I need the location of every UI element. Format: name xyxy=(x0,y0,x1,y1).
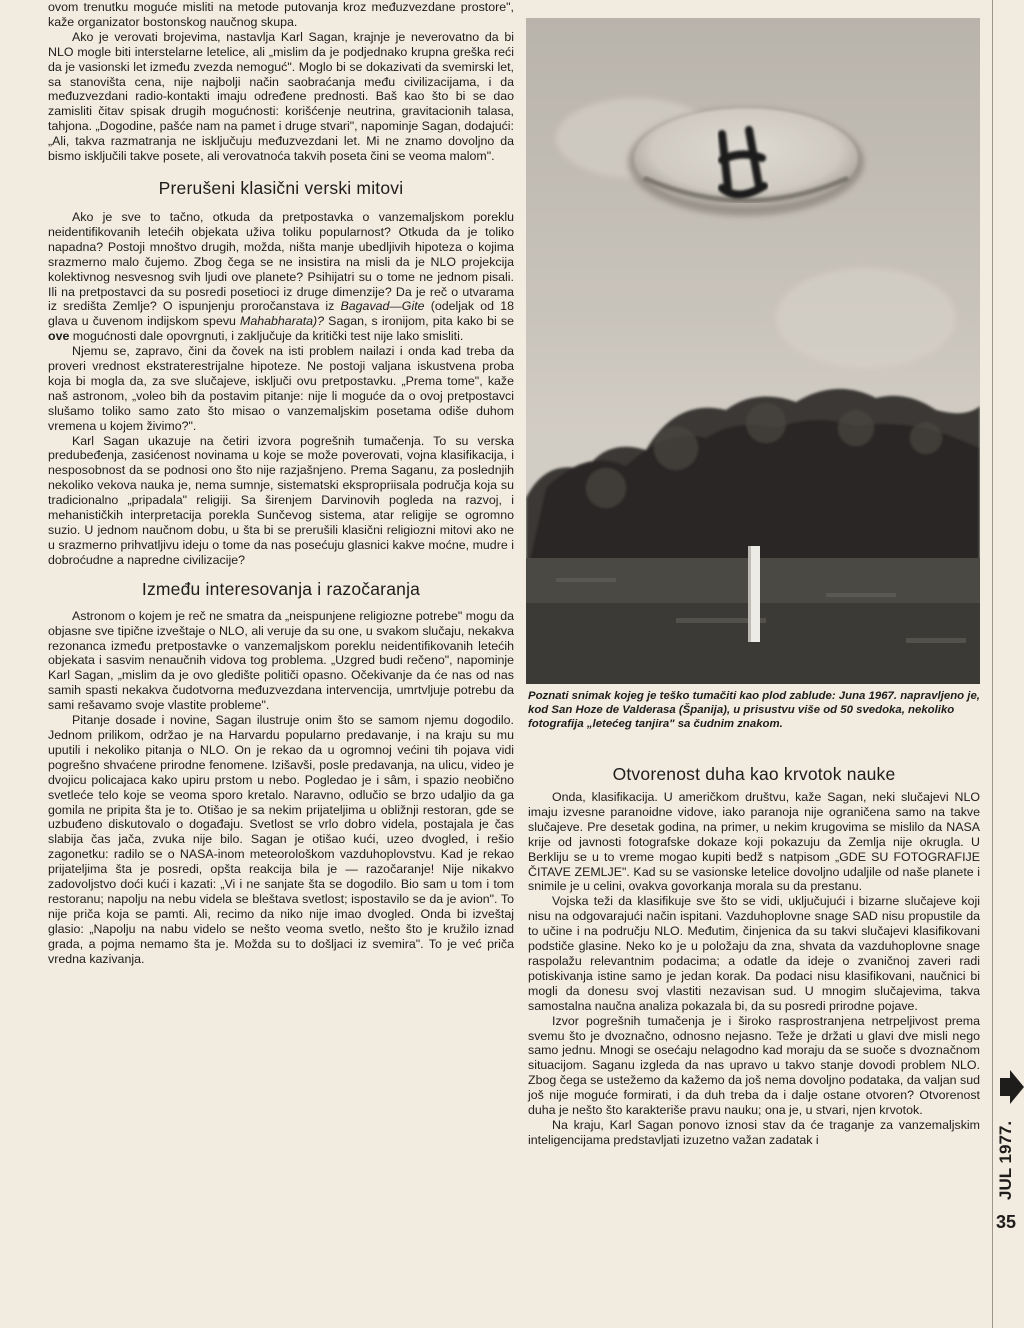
paragraph: Vojska teži da klasifikuje sve što se vidi, uključujući i bizarne slučajeve koji nisu na odgovarajući način ispitani. Vazduhoplovne snage SAD nisu propustile da to učine i na području NLO. Međutim, činjenica da su takvi slučajevi klasifikovani podstiče glasine. Neko ko je u položaju da zna, shvata da vazduhoplovne snage raspolažu relevantnim podacima; a odatle da ideje o zvaničnoj zaveri radi potiskivanja istine samo je jedan korak. Da podaci nisu klasifikovani, naučnici bi mogli da donesu svoj vlastiti nezavisan sud. U mnogim slučajevima, takva samostalna naučna analiza pokazala bi, da su posredi prirodne pojave. xyxy=(528,894,980,1013)
section-heading: Prerušeni klasični verski mitovi xyxy=(158,177,404,198)
paragraph: Ako je sve to tačno, otkuda da pretpostavka o vanzemaljskom poreklu neidentifikovanih letećih objekata uživa toliku popularnost? Otkuda da je toliko napadna? Postoji mnoštvo drugih, možda, ništa manje ubedljivih hipoteza o kojima srazmerno malo čujemo. Zbog čega se ne insistira na misli da je NLO projekcija kolektivnog nesvesnog svih ljudi ove planete? Psihijatri su o tome ne jednom pisali. Ili na pretpostavci da su posredi posetioci iz druge dimenzije? Da je reč o utvarama iz središta Zemlje? O ispunjenju proročanstava iz Bagavad—Gite (odeljak od 18 glava u čuvenom indijskom spevu Mahabharata)? Sagan, s ironijom, pita kako bi se ove mogućnosti dale opovrgnuti, i zaključuje da kritički test nije lako smisliti. xyxy=(48,209,514,344)
page-number: 35 xyxy=(996,1212,1017,1232)
paragraph: Astronom o kojem je reč ne smatra da „neispunjene religiozne potrebe" mogu da objasne sve tipične izveštaje o NLO, ali veruje da su one, u svakom slučaju, nekakva rezonanca između pretpostavke o vanzemaljskom poreklu neidentifikovanih letećih objekata i sasvim nenaučnih vidova tog problema. „Uzgred budi rečeno", napominje Karl Sagan, „mislim da je ovo gledište političi opasno. Očekivanje da će nas od nas samih spasti nekakva čudotvorna međuzvezdana intervencija, umrtvljuje potrebu da sami rešavamo svoje vlastite probleme". xyxy=(48,608,514,713)
paragraph: Onda, klasifikacija. U američkom društvu, kaže Sagan, neki slučajevi NLO imaju izvesne paranoidne vidove, iako paranoja nije ograničena samo na takve slučajeve. Pre desetak godina, na primer, u nekim krugovima se mislilo da NASA krije od javnosti fotografske dokaze koji pokazuju da Zemlja nije okrugla. U Berkliju se u to vreme mogao kupiti bedž s natpisom „GDE SU FOTOGRAFIJE ČITAVE ZEMLJE". Kad su se vasionske letelice dovoljno udaljile od naše planete i snimile je u celini, ovakva govorkanja morala su da prestanu. xyxy=(528,790,980,894)
paragraph: ovom trenutku moguće misliti na metode putovanja kroz međuzvezdane prostore", kaže organizator bostonskog naučnog skupa. xyxy=(48,0,514,29)
left-column xyxy=(48,0,514,966)
ufo-photo-image xyxy=(526,18,980,684)
ufo-photo xyxy=(526,18,980,684)
issue-date: JUL 1977. xyxy=(996,1120,1015,1200)
section-heading: Između interesovanja i razočaranja xyxy=(141,578,421,599)
section-heading: Otvorenost duha kao krvotok nauke xyxy=(612,764,896,784)
paragraph: Karl Sagan ukazuje na četiri izvora pogrešnih tumačenja. To su verska predubeđenja, zasićenost novinama u koje se može poverovati, vojna klasifikacija, i nesposobnost da se podnosi ono što nije razjašnjeno. Prema Saganu, za poslednjih nekoliko vekova nauka je, nema sumnje, sistematski ekspropriisala područja koja su tradicionalno „pripadala" religiji. Sa širenjem Darvinovih pogleda na razvoj, i mehanističkih interpretacija porekla Sunčevog sistema, atar religije se ogromno suzio. U jednom naučnom dobu, u šta bi se prerušili klasični religiozni mitovi ako ne u srazmerno prihvatljivu ideju o tome da nas posećuju glasnici kakve moćne, mudre i dobroćudne a napredne civilizacije? xyxy=(48,433,514,567)
margin-rule xyxy=(992,0,993,1328)
paragraph: Pitanje dosade i novine, Sagan ilustruje onim što se samom njemu dogodilo. Jednom prilikom, održao je na Harvardu popularno predavanje, i na kraju su mu uputili i nekoliko pitanja o NLO. On je rekao da u ogromnoj većini tih pojava vidi pogrešno shvaćene prirodne fenomene. Izišavši, posle predavanja, na ulicu, video je dvojicu policajaca kako upiru prstom u nebo. Pogledao je i sâm, i spazio neobično svetleće telo koje se veoma sporo kretalo. Naravno, odlučio se brzo udaljio da ga gomila ne pripita šta je to. Otišao je sa nekim prijateljima u obližnji restoran, gde se uzbuđeno diskutovalo o događaju. Svetlost se vrlo dobro videla, postajala je čas slabija čas jača, zvuka nije bilo. Sagan je otišao kući, uzeo dvogled, i rešio zagonetku: radilo se o NASA-inom meteorološkom vazduhoplovstvu. Kad je rekao prijateljima šta je posredi, opšta reakcija bila je — razočaranje! Nije nikakvo zadovoljstvo doći kući i kazati: „Vi i ne sanjate šta se dogodilo. Bio sam u tom i tom restoranu; napolju na nebu videla se bleštava svetlost; ispostavilo se da je avion". To nije priča koja se pamti. Ali, recimo da niko nije imao dvogled. Onda bi izveštaj glasio: „Napolju na nabu videlo se nešto veoma svetlo, nešto što je kružilo iznad grada, a pojma nemamo šta je. Možda su to došljaci iz svemira". To je već priča vredna kazivanja. xyxy=(48,713,514,966)
paragraph: Na kraju, Karl Sagan ponovo iznosi stav da će traganje za vanzemaljskim inteligencijama predstavljati izuzetno važan zadatak i xyxy=(528,1117,980,1147)
arrow-right-icon xyxy=(998,1070,1024,1104)
photo-caption: Poznati snimak kojeg je teško tumačiti kao plod zablude: Juna 1967. napravljeno je, kod San Hoze de Valderasa (Španija), u prisustvu više od 50 svedoka, nekoliko fotografija „letećeg tanjira" sa čudnim znakom. xyxy=(528,690,980,730)
paragraph: Njemu se, zapravo, čini da čovek na isti problem nailazi i onda kad treba da proveri vrednost ekstraterestrijalne hipoteze. Ne postoji valjana iskustvena proba koja bi mogla da, za sve slučajeve, isključi ovu pretpostavku. „Prema tome", kaže naš astronom, „voleo bih da postavim pitanje: nije li moguće da o ovoj pretpostavci slušamo toliko samo zato što misao o vanzemaljskim posetama odiše duhom vremena u kojem živimo?". xyxy=(48,344,514,433)
right-column xyxy=(528,790,980,1148)
paragraph: Izvor pogrešnih tumačenja je i široko rasprostranjena netrpeljivost prema svemu što je dvoznačno, odnosno nejasno. Teže je držati u glavi dve misli nego samo jednu. Mnogi se osećaju nelagodno kad moraju da se suoče s dvoznačnom situacijom. Saganu izgleda da nas upravo u takvo stanje dovodi problem NLO. Zbog čega se ustežemo da kažemo da još nema dovoljno podataka, da valjan sud još nije moguće formirati, i da duh treba da i dalje ostane otvoren? Otvorenost duha je nešto što karakteriše pravu nauku; ona je, u stvari, njen krvotok. xyxy=(528,1013,980,1118)
paragraph: Ako je verovati brojevima, nastavlja Karl Sagan, krajnje je neverovatno da bi NLO mogle biti interstelarne letelice, ali „mislim da je podjednako krupna greška reći da je vasionski let između zvezda nemoguć". Moglo bi se dokazivati da svemirski let, sa stanovišta cena, nije najbolji način saobraćanja među civilizacijama, i da međuzvezdani radio-kontakti imaju određene prednosti. Baš kao što bi se dao zamisliti čitav spisak drugih mogućnosti: korišćenje neutrina, gravitacionih talasa, tahjona. „Dogodine, pašće nam na pamet i druge stvari", napominje Sagan, dodajući: „Ali, takva razmatranja ne isključuju međuzvezdani let. Mi ne znamo dovoljno da bismo isključili takve posete, ali verovatnoća takvih poseta čini se veoma malom". xyxy=(48,29,514,164)
flying-saucer xyxy=(628,108,864,216)
